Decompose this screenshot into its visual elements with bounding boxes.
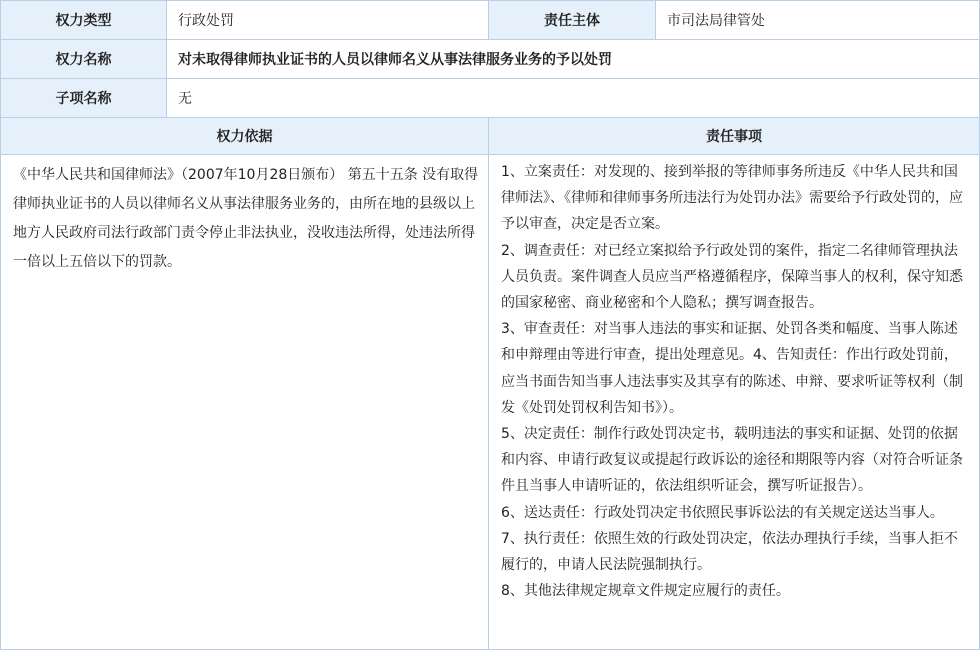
- duty-item-decision: 5、决定责任：制作行政处罚决定书，载明违法的事实和证据、处罚的依据和内容、申请行政复议或提起行政诉讼的途径和期限等内容（对符合听证条件且当事人申请听证的，依法组织听证会，撰写听证报告）。: [501, 426, 963, 495]
- responsibility-items-header: 责任事项: [489, 118, 980, 155]
- row-section-headers: [1, 118, 980, 155]
- sub-item-value: 无: [167, 79, 980, 118]
- duty-item-delivery: 6、送达责任：行政处罚决定书依照民事诉讼法的有关规定送达当事人。: [501, 504, 944, 521]
- power-name-value: 对未取得律师执业证书的人员以律师名义从事法律服务业务的予以处罚: [167, 40, 980, 79]
- duty-item-review-notification: 3、审查责任：对当事人违法的事实和证据、处罚各类和幅度、当事人陈述和申辩理由等进行审查，提出处理意见。4、告知责任：作出行政处罚前，应当书面告知当事人违法事实及其享有的陈述、申辩、要求听证等权利（制发《处罚处罚权利告知书》）。: [501, 321, 963, 416]
- sub-item-label: 子项名称: [1, 79, 167, 118]
- power-type-label: 权力类型: [1, 1, 167, 40]
- duty-item-filing: 1、立案责任：对发现的、接到举报的等律师事务所违反《中华人民共和国律师法》、《律师和律师事务所违法行为处罚办法》需要给予行政处罚的，应予以审查，决定是否立案。: [501, 164, 963, 233]
- duty-item-other: 8、其他法律规定规章文件规定应履行的责任。: [501, 583, 790, 600]
- duty-item-execution: 7、执行责任：依照生效的行政处罚决定，依法办理执行手续，当事人拒不履行的，申请人民法院强制执行。: [501, 530, 958, 574]
- row-content: [1, 155, 980, 650]
- power-name-label: 权力名称: [1, 40, 167, 79]
- duty-item-investigation: 2、调查责任：对已经立案拟给予行政处罚的案件，指定二名律师管理执法人员负责。案件调查人员应当严格遵循程序，保障当事人的权利，保守知悉的国家秘密、商业秘密和个人隐私；撰写调查报告。: [501, 242, 963, 312]
- responsible-body-label: 责任主体: [489, 1, 656, 40]
- responsibility-items-list: [489, 155, 980, 650]
- power-type-value: 行政处罚: [167, 1, 489, 40]
- row-sub-item: [1, 79, 980, 118]
- row-power-type: [1, 1, 980, 40]
- row-power-name: [1, 40, 980, 79]
- responsible-body-value: 市司法局律管处: [656, 1, 980, 40]
- power-basis-header: 权力依据: [1, 118, 489, 155]
- power-basis-text: 《中华人民共和国律师法》（2007年10月28日颁布） 第五十五条 没有取得律师执业证书的人员以律师名义从事法律服务业务的，由所在地的县级以上地方人民政府司法行政部门责令停止非法执业，没收违法所得，处违法所得一倍以上五倍以下的罚款。: [1, 155, 489, 650]
